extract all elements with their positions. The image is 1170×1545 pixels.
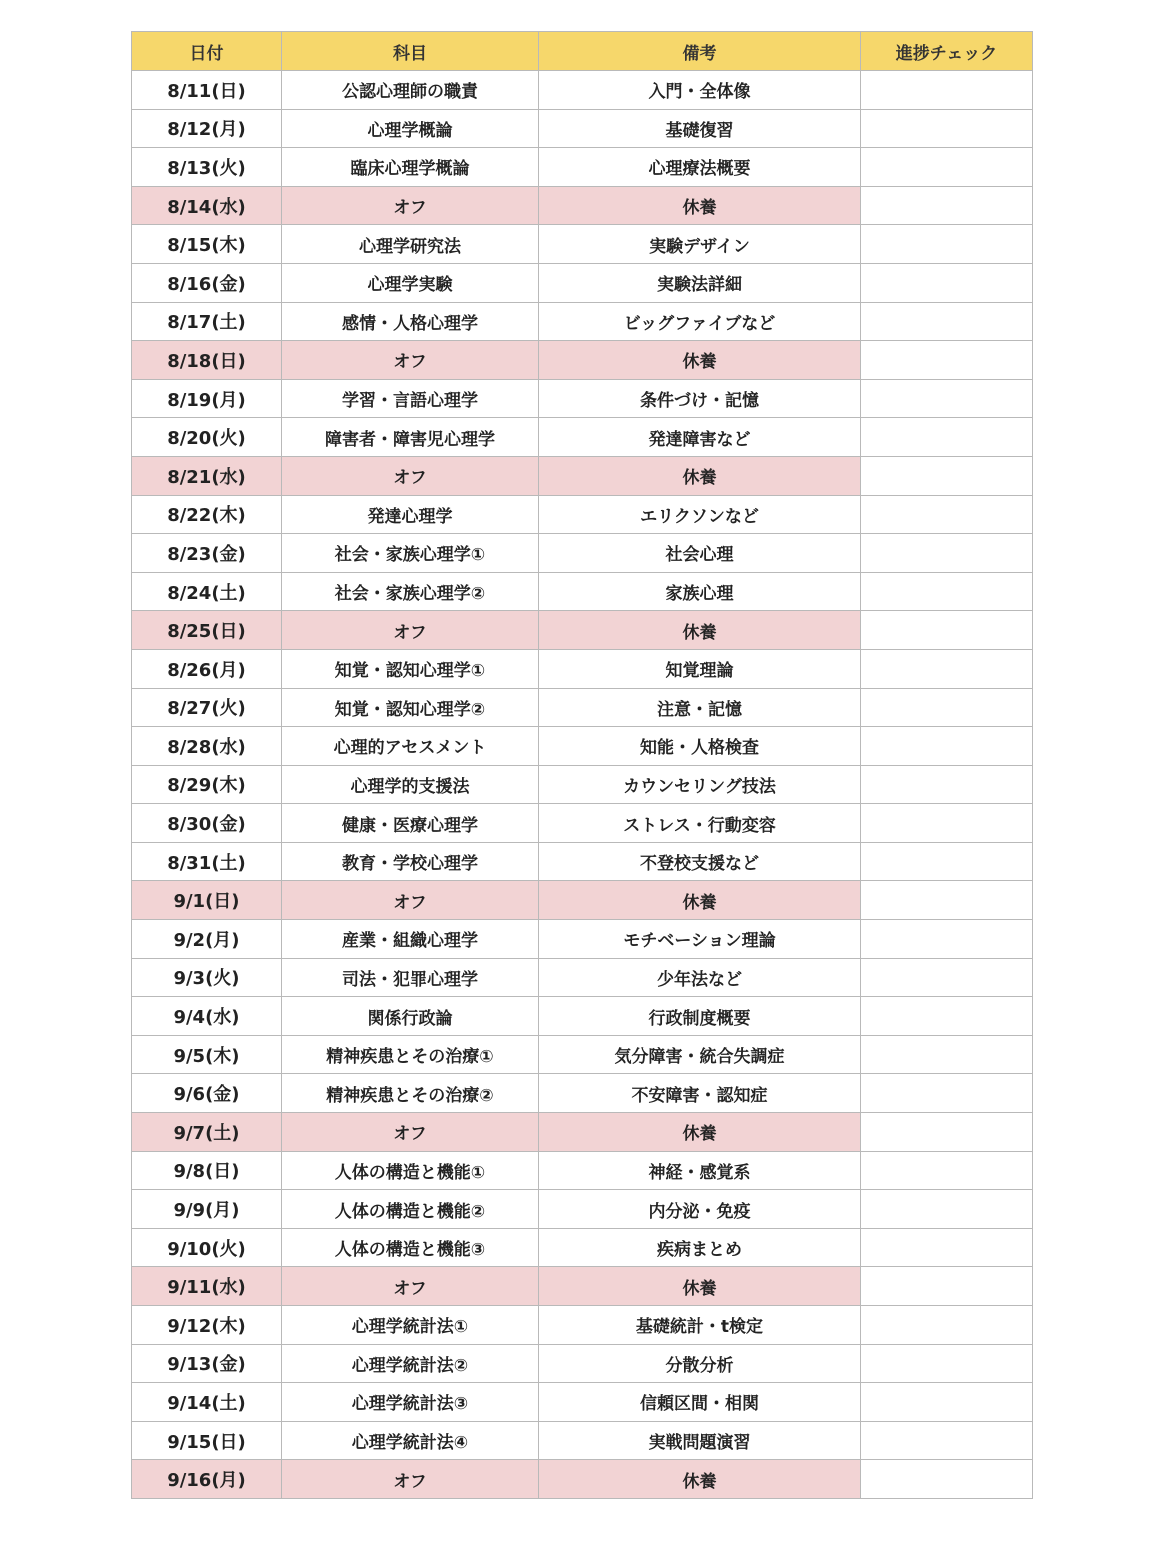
progress-check-cell[interactable] xyxy=(861,263,1033,302)
subject-cell: 心理学概論 xyxy=(282,109,539,148)
subject-cell: 心理学実験 xyxy=(282,263,539,302)
note-cell: 休養 xyxy=(539,1460,861,1499)
subject-cell: 感情・人格心理学 xyxy=(282,302,539,341)
table-row xyxy=(132,1151,1033,1190)
note-cell: ビッグファイブなど xyxy=(539,302,861,341)
note-cell: 実験デザイン xyxy=(539,225,861,264)
table-row xyxy=(132,1383,1033,1422)
subject-cell: 知覚・認知心理学② xyxy=(282,688,539,727)
note-cell: 気分障害・統合失調症 xyxy=(539,1035,861,1074)
table-row xyxy=(132,765,1033,804)
progress-check-cell[interactable] xyxy=(861,225,1033,264)
table-row xyxy=(132,263,1033,302)
subject-cell: 社会・家族心理学① xyxy=(282,534,539,573)
note-cell: 不安障害・認知症 xyxy=(539,1074,861,1113)
subject-cell: 心理学統計法② xyxy=(282,1344,539,1383)
subject-cell: 心理学統計法① xyxy=(282,1306,539,1345)
header-note: 備考 xyxy=(539,32,861,71)
note-cell: 休養 xyxy=(539,456,861,495)
progress-check-cell[interactable] xyxy=(861,109,1033,148)
note-cell: 実戦問題演習 xyxy=(539,1421,861,1460)
note-cell: 社会心理 xyxy=(539,534,861,573)
date-cell: 8/11(日) xyxy=(132,71,282,110)
table-row xyxy=(132,1190,1033,1229)
date-cell: 8/16(金) xyxy=(132,263,282,302)
table-row xyxy=(132,688,1033,727)
table-row xyxy=(132,225,1033,264)
table-row xyxy=(132,71,1033,110)
date-cell: 8/15(木) xyxy=(132,225,282,264)
date-cell: 8/14(水) xyxy=(132,186,282,225)
subject-cell: オフ xyxy=(282,1113,539,1152)
table-row xyxy=(132,958,1033,997)
note-cell: 休養 xyxy=(539,1113,861,1152)
progress-check-cell[interactable] xyxy=(861,1306,1033,1345)
date-cell: 9/4(水) xyxy=(132,997,282,1036)
date-cell: 9/12(木) xyxy=(132,1306,282,1345)
date-cell: 9/16(月) xyxy=(132,1460,282,1499)
note-cell: 入門・全体像 xyxy=(539,71,861,110)
note-cell: 休養 xyxy=(539,1267,861,1306)
table-row xyxy=(132,534,1033,573)
subject-cell: 公認心理師の職責 xyxy=(282,71,539,110)
table-row xyxy=(132,1421,1033,1460)
note-cell: 分散分析 xyxy=(539,1344,861,1383)
progress-check-cell[interactable] xyxy=(861,186,1033,225)
subject-cell: 社会・家族心理学② xyxy=(282,572,539,611)
note-cell: 心理療法概要 xyxy=(539,148,861,187)
progress-check-cell[interactable] xyxy=(861,302,1033,341)
progress-check-cell[interactable] xyxy=(861,1383,1033,1422)
header-date: 日付 xyxy=(132,32,282,71)
progress-check-cell[interactable] xyxy=(861,418,1033,457)
table-row xyxy=(132,495,1033,534)
subject-cell: オフ xyxy=(282,1267,539,1306)
date-cell: 9/2(月) xyxy=(132,920,282,959)
subject-cell: 関係行政論 xyxy=(282,997,539,1036)
progress-check-cell[interactable] xyxy=(861,1228,1033,1267)
subject-cell: 発達心理学 xyxy=(282,495,539,534)
date-cell: 8/28(水) xyxy=(132,727,282,766)
note-cell: 行政制度概要 xyxy=(539,997,861,1036)
note-cell: 知覚理論 xyxy=(539,649,861,688)
table-row xyxy=(132,842,1033,881)
note-cell: エリクソンなど xyxy=(539,495,861,534)
date-cell: 8/19(月) xyxy=(132,379,282,418)
subject-cell: 心理学統計法③ xyxy=(282,1383,539,1422)
table-row xyxy=(132,572,1033,611)
date-cell: 8/31(土) xyxy=(132,842,282,881)
note-cell: ストレス・行動変容 xyxy=(539,804,861,843)
subject-cell: 臨床心理学概論 xyxy=(282,148,539,187)
subject-cell: 精神疾患とその治療① xyxy=(282,1035,539,1074)
date-cell: 9/15(日) xyxy=(132,1421,282,1460)
table-row xyxy=(132,341,1033,380)
table-row xyxy=(132,1228,1033,1267)
table-row xyxy=(132,109,1033,148)
table-row xyxy=(132,727,1033,766)
subject-cell: オフ xyxy=(282,186,539,225)
progress-check-cell[interactable] xyxy=(861,997,1033,1036)
progress-check-cell[interactable] xyxy=(861,1113,1033,1152)
subject-cell: 精神疾患とその治療② xyxy=(282,1074,539,1113)
note-cell: 不登校支援など xyxy=(539,842,861,881)
subject-cell: オフ xyxy=(282,881,539,920)
table-row xyxy=(132,1035,1033,1074)
progress-check-cell[interactable] xyxy=(861,727,1033,766)
note-cell: 休養 xyxy=(539,611,861,650)
subject-cell: 人体の構造と機能③ xyxy=(282,1228,539,1267)
note-cell: 発達障害など xyxy=(539,418,861,457)
table-row xyxy=(132,1074,1033,1113)
progress-check-cell[interactable] xyxy=(861,804,1033,843)
subject-cell: オフ xyxy=(282,456,539,495)
progress-check-cell[interactable] xyxy=(861,1190,1033,1229)
note-cell: 休養 xyxy=(539,186,861,225)
subject-cell: 健康・医療心理学 xyxy=(282,804,539,843)
table-row xyxy=(132,302,1033,341)
progress-check-cell[interactable] xyxy=(861,379,1033,418)
date-cell: 9/7(土) xyxy=(132,1113,282,1152)
table-row xyxy=(132,148,1033,187)
study-schedule-table xyxy=(131,31,1033,1499)
date-cell: 8/22(木) xyxy=(132,495,282,534)
date-cell: 9/8(日) xyxy=(132,1151,282,1190)
note-cell: 疾病まとめ xyxy=(539,1228,861,1267)
subject-cell: 学習・言語心理学 xyxy=(282,379,539,418)
date-cell: 8/17(土) xyxy=(132,302,282,341)
progress-check-cell[interactable] xyxy=(861,688,1033,727)
note-cell: モチベーション理論 xyxy=(539,920,861,959)
progress-check-cell[interactable] xyxy=(861,1460,1033,1499)
subject-cell: 人体の構造と機能② xyxy=(282,1190,539,1229)
date-cell: 9/14(土) xyxy=(132,1383,282,1422)
note-cell: 神経・感覚系 xyxy=(539,1151,861,1190)
note-cell: 基礎統計・t検定 xyxy=(539,1306,861,1345)
progress-check-cell[interactable] xyxy=(861,341,1033,380)
date-cell: 8/29(木) xyxy=(132,765,282,804)
table-row xyxy=(132,379,1033,418)
date-cell: 8/20(火) xyxy=(132,418,282,457)
date-cell: 9/13(金) xyxy=(132,1344,282,1383)
subject-cell: 産業・組織心理学 xyxy=(282,920,539,959)
progress-check-cell[interactable] xyxy=(861,881,1033,920)
date-cell: 9/3(火) xyxy=(132,958,282,997)
date-cell: 9/10(火) xyxy=(132,1228,282,1267)
subject-cell: オフ xyxy=(282,341,539,380)
header-row xyxy=(132,32,1033,71)
table-row xyxy=(132,1460,1033,1499)
subject-cell: 教育・学校心理学 xyxy=(282,842,539,881)
subject-cell: 心理学研究法 xyxy=(282,225,539,264)
note-cell: 実験法詳細 xyxy=(539,263,861,302)
table-row xyxy=(132,456,1033,495)
note-cell: 休養 xyxy=(539,341,861,380)
date-cell: 8/13(火) xyxy=(132,148,282,187)
date-cell: 9/5(木) xyxy=(132,1035,282,1074)
table-row xyxy=(132,1306,1033,1345)
progress-check-cell[interactable] xyxy=(861,611,1033,650)
note-cell: 注意・記憶 xyxy=(539,688,861,727)
header-subject: 科目 xyxy=(282,32,539,71)
note-cell: 家族心理 xyxy=(539,572,861,611)
date-cell: 8/24(土) xyxy=(132,572,282,611)
subject-cell: 心理学的支援法 xyxy=(282,765,539,804)
progress-check-cell[interactable] xyxy=(861,1267,1033,1306)
progress-check-cell[interactable] xyxy=(861,456,1033,495)
date-cell: 8/26(月) xyxy=(132,649,282,688)
note-cell: 休養 xyxy=(539,881,861,920)
date-cell: 9/1(日) xyxy=(132,881,282,920)
date-cell: 8/21(水) xyxy=(132,456,282,495)
note-cell: 少年法など xyxy=(539,958,861,997)
subject-cell: 心理的アセスメント xyxy=(282,727,539,766)
date-cell: 9/9(月) xyxy=(132,1190,282,1229)
table-row xyxy=(132,1113,1033,1152)
progress-check-cell[interactable] xyxy=(861,1035,1033,1074)
subject-cell: 人体の構造と機能① xyxy=(282,1151,539,1190)
table-row xyxy=(132,881,1033,920)
table-row xyxy=(132,1344,1033,1383)
date-cell: 8/12(月) xyxy=(132,109,282,148)
date-cell: 8/30(金) xyxy=(132,804,282,843)
date-cell: 9/6(金) xyxy=(132,1074,282,1113)
note-cell: 基礎復習 xyxy=(539,109,861,148)
subject-cell: 司法・犯罪心理学 xyxy=(282,958,539,997)
table-row xyxy=(132,920,1033,959)
progress-check-cell[interactable] xyxy=(861,765,1033,804)
date-cell: 8/27(火) xyxy=(132,688,282,727)
progress-check-cell[interactable] xyxy=(861,1421,1033,1460)
table-row xyxy=(132,611,1033,650)
note-cell: 内分泌・免疫 xyxy=(539,1190,861,1229)
table-row xyxy=(132,1267,1033,1306)
table-row xyxy=(132,649,1033,688)
table-row xyxy=(132,804,1033,843)
table-row xyxy=(132,418,1033,457)
progress-check-cell[interactable] xyxy=(861,649,1033,688)
progress-check-cell[interactable] xyxy=(861,1151,1033,1190)
table-row xyxy=(132,186,1033,225)
progress-check-cell[interactable] xyxy=(861,1344,1033,1383)
date-cell: 8/23(金) xyxy=(132,534,282,573)
progress-check-cell[interactable] xyxy=(861,148,1033,187)
header-progress-check: 進捗チェック xyxy=(861,32,1033,71)
table-row xyxy=(132,997,1033,1036)
progress-check-cell[interactable] xyxy=(861,534,1033,573)
note-cell: 知能・人格検査 xyxy=(539,727,861,766)
date-cell: 9/11(水) xyxy=(132,1267,282,1306)
subject-cell: 心理学統計法④ xyxy=(282,1421,539,1460)
date-cell: 8/18(日) xyxy=(132,341,282,380)
schedule-body xyxy=(132,71,1033,1499)
progress-check-cell[interactable] xyxy=(861,495,1033,534)
progress-check-cell[interactable] xyxy=(861,958,1033,997)
subject-cell: オフ xyxy=(282,611,539,650)
progress-check-cell[interactable] xyxy=(861,572,1033,611)
progress-check-cell[interactable] xyxy=(861,842,1033,881)
note-cell: 条件づけ・記憶 xyxy=(539,379,861,418)
progress-check-cell[interactable] xyxy=(861,920,1033,959)
subject-cell: 障害者・障害児心理学 xyxy=(282,418,539,457)
subject-cell: オフ xyxy=(282,1460,539,1499)
note-cell: 信頼区間・相関 xyxy=(539,1383,861,1422)
progress-check-cell[interactable] xyxy=(861,71,1033,110)
progress-check-cell[interactable] xyxy=(861,1074,1033,1113)
note-cell: カウンセリング技法 xyxy=(539,765,861,804)
date-cell: 8/25(日) xyxy=(132,611,282,650)
subject-cell: 知覚・認知心理学① xyxy=(282,649,539,688)
